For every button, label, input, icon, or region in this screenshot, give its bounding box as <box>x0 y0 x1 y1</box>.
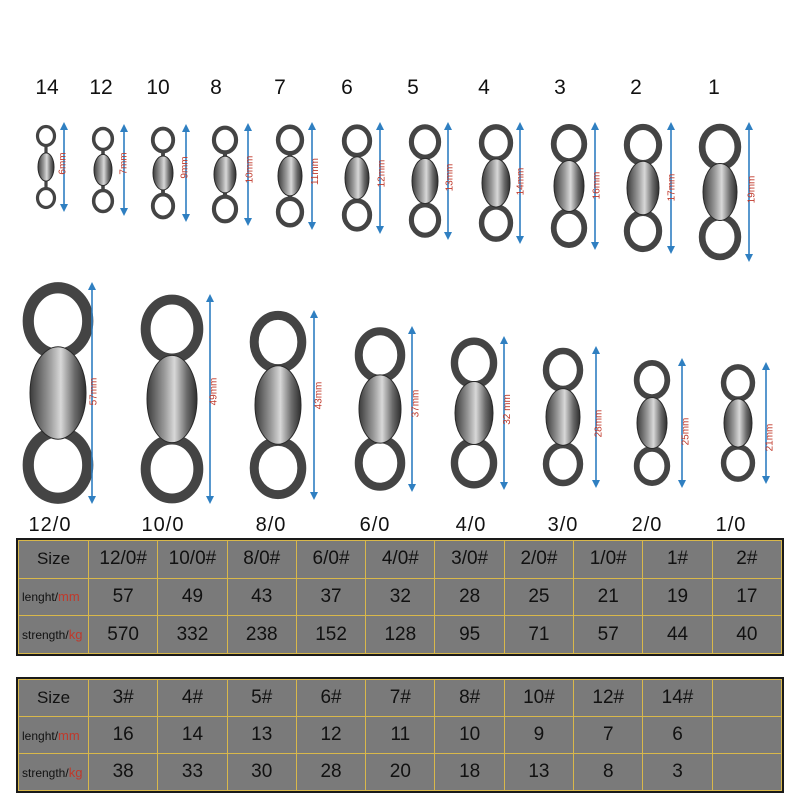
strength-unit: kg <box>68 627 83 643</box>
swivel-5-illustration <box>411 127 438 235</box>
dim-label-14: 6mm <box>57 152 69 175</box>
size-label-8-0: 8/0 <box>255 514 287 536</box>
table-cell: 4/0# <box>366 541 435 579</box>
spec-table-2 <box>16 677 784 793</box>
table-cell: 37 <box>296 578 365 616</box>
table-cell: 17 <box>712 578 781 616</box>
table-cell: 10/0# <box>158 541 227 579</box>
table-cell: 10# <box>504 680 573 717</box>
strength-label: strength/ <box>22 765 69 780</box>
table-cell: 33 <box>158 754 227 791</box>
table-cell: 43 <box>227 578 296 616</box>
size-label-10: 10 <box>146 76 170 99</box>
table-cell: 40 <box>712 616 781 654</box>
size-label-10-0: 10/0 <box>141 514 185 536</box>
swivel-1-illustration <box>702 127 738 257</box>
swivel-6-0-illustration <box>359 331 402 487</box>
size-header: Size <box>19 541 89 579</box>
swivel-3-0-illustration <box>546 351 580 483</box>
table-row <box>19 616 782 654</box>
table-cell: 12 <box>296 717 365 754</box>
swivel-8-0-illustration <box>254 315 302 494</box>
table-cell: 16 <box>89 717 158 754</box>
table-cell: 332 <box>158 616 227 654</box>
table-cell: 8 <box>574 754 643 791</box>
size-label-2-0: 2/0 <box>631 514 663 536</box>
table-cell: 25 <box>504 578 573 616</box>
swivel-14-illustration <box>38 127 55 208</box>
size-label-12: 12 <box>89 76 113 99</box>
table-cell: 57 <box>89 578 158 616</box>
strength-header <box>19 616 89 654</box>
table-cell: 1/0# <box>574 541 643 579</box>
dim-label-3: 16mm <box>591 171 603 200</box>
size-header: Size <box>19 680 89 717</box>
swivel-2-0-illustration <box>637 363 668 483</box>
swivel-12-illustration <box>94 129 113 212</box>
length-unit: mm <box>58 727 80 743</box>
strength-unit: kg <box>68 764 83 780</box>
table-cell: 128 <box>366 616 435 654</box>
table-cell: 8/0# <box>227 541 296 579</box>
size-label-1: 1 <box>708 76 720 99</box>
table-cell: 28 <box>296 754 365 791</box>
table-cell-empty <box>712 754 781 791</box>
size-label-6: 6 <box>341 76 353 99</box>
size-label-7: 7 <box>274 76 286 99</box>
swivel-12-0-illustration <box>28 288 88 499</box>
swivel-3-illustration <box>554 127 585 245</box>
dim-label-6: 12mm <box>376 159 388 188</box>
swivel-8-illustration <box>214 128 236 222</box>
table-cell: 2/0# <box>504 541 573 579</box>
size-label-5: 5 <box>407 76 419 99</box>
spec-table-1 <box>16 538 784 656</box>
table-cell: 14# <box>643 680 712 717</box>
swivel-10-illustration <box>153 129 173 218</box>
swivel-4-illustration <box>482 127 511 239</box>
dim-label-2-0: 25mm <box>680 417 692 446</box>
table-cell: 30 <box>227 754 296 791</box>
table-cell: 12/0# <box>89 541 158 579</box>
table-cell: 49 <box>158 578 227 616</box>
table-cell: 7 <box>574 717 643 754</box>
table-row <box>19 717 782 754</box>
table-cell: 11 <box>366 717 435 754</box>
table-row <box>19 754 782 791</box>
strength-label: strength/ <box>22 628 69 643</box>
swivel-4-0-illustration <box>454 341 493 485</box>
table-row <box>19 541 782 579</box>
table-cell: 570 <box>89 616 158 654</box>
dim-label-10-0: 49mm <box>208 377 220 406</box>
table-cell: 6 <box>643 717 712 754</box>
table-cell: 57 <box>574 616 643 654</box>
size-label-8: 8 <box>210 76 222 99</box>
table-cell: 6/0# <box>296 541 365 579</box>
length-label: lenght/ <box>22 590 59 605</box>
table-cell: 28 <box>435 578 504 616</box>
length-label: lenght/ <box>22 728 59 743</box>
table-cell: 38 <box>89 754 158 791</box>
table-row <box>19 578 782 616</box>
dim-label-3-0: 28mm <box>593 409 605 438</box>
table-cell: 5# <box>227 680 296 717</box>
table-cell: 6# <box>296 680 365 717</box>
dim-label-1: 19mm <box>746 175 758 204</box>
table-cell: 7# <box>366 680 435 717</box>
dim-label-6-0: 37mm <box>410 389 422 418</box>
table-cell: 9 <box>504 717 573 754</box>
swivel-7-illustration <box>278 127 302 226</box>
size-label-4: 4 <box>478 76 490 99</box>
dim-label-5: 13mm <box>444 163 456 192</box>
size-label-12-0: 12/0 <box>28 514 72 536</box>
table-cell: 20 <box>366 754 435 791</box>
size-label-6-0: 6/0 <box>359 514 391 536</box>
table-cell: 1# <box>643 541 712 579</box>
dim-label-8-0: 43mm <box>313 381 325 410</box>
table-cell: 44 <box>643 616 712 654</box>
swivel-10-0-illustration <box>146 300 199 499</box>
size-label-2: 2 <box>630 76 642 99</box>
table-cell: 3/0# <box>435 541 504 579</box>
length-unit: mm <box>58 589 80 605</box>
table-cell: 32 <box>366 578 435 616</box>
table-cell: 14 <box>158 717 227 754</box>
table-cell: 2# <box>712 541 781 579</box>
dim-label-12-0: 57mm <box>88 377 100 406</box>
table-cell: 18 <box>435 754 504 791</box>
dim-label-4-0: 32 mm <box>501 394 513 425</box>
dim-label-10: 9mm <box>179 156 191 179</box>
size-label-3-0: 3/0 <box>547 514 579 536</box>
table-cell-empty <box>712 680 781 717</box>
strength-header <box>19 754 89 791</box>
table-cell: 21 <box>574 578 643 616</box>
swivel-6-illustration <box>344 127 370 230</box>
dim-label-8: 10mm <box>244 155 256 184</box>
dim-label-7: 11mm <box>310 157 322 186</box>
swivel-1-0-illustration <box>724 367 753 479</box>
table-cell-empty <box>712 717 781 754</box>
table-cell: 12# <box>574 680 643 717</box>
dim-label-12: 7mm <box>118 152 130 175</box>
table-cell: 238 <box>227 616 296 654</box>
table-row <box>19 680 782 717</box>
length-header <box>19 578 89 616</box>
table-cell: 19 <box>643 578 712 616</box>
table-cell: 4# <box>158 680 227 717</box>
table-cell: 8# <box>435 680 504 717</box>
table-cell: 152 <box>296 616 365 654</box>
dim-label-1-0: 21mm <box>764 423 776 452</box>
table-cell: 13 <box>504 754 573 791</box>
table-cell: 3 <box>643 754 712 791</box>
table-cell: 3# <box>89 680 158 717</box>
size-label-14: 14 <box>35 76 59 99</box>
size-label-1-0: 1/0 <box>715 514 747 536</box>
table-cell: 71 <box>504 616 573 654</box>
dim-label-4: 14mm <box>515 167 527 196</box>
length-header <box>19 717 89 754</box>
table-cell: 10 <box>435 717 504 754</box>
table-cell: 13 <box>227 717 296 754</box>
table-cell: 95 <box>435 616 504 654</box>
size-label-4-0: 4/0 <box>455 514 487 536</box>
size-label-3: 3 <box>554 76 566 99</box>
dim-label-2: 17mm <box>666 173 678 202</box>
swivel-2-illustration <box>627 127 659 249</box>
